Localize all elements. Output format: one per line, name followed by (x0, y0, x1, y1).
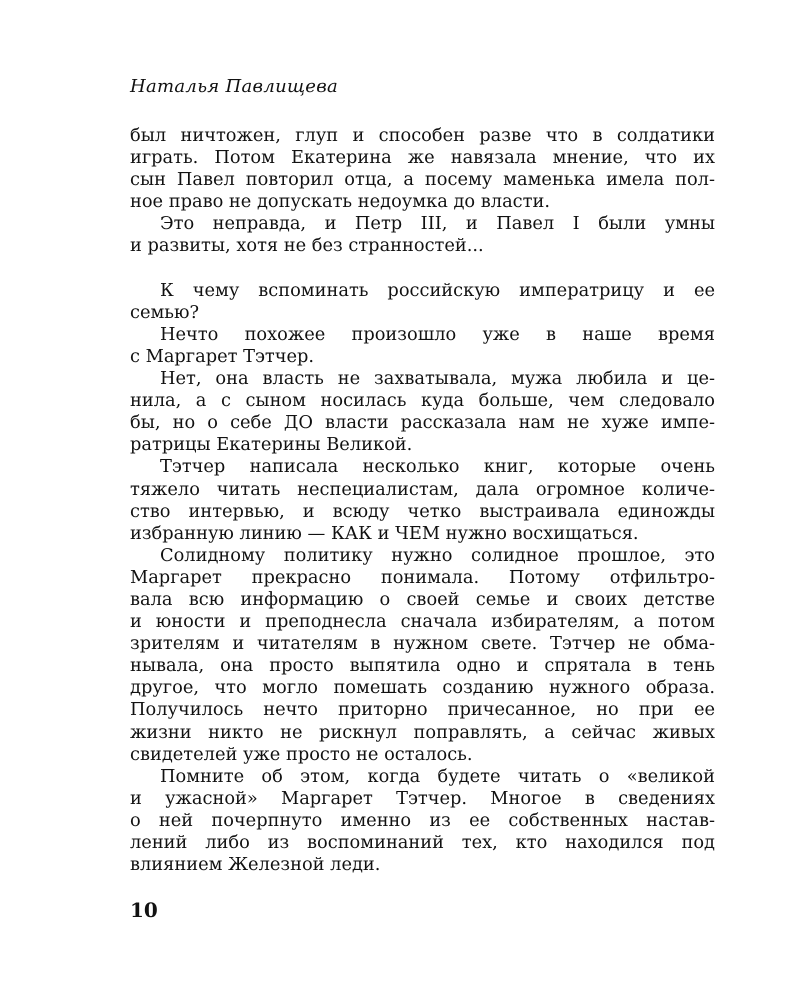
text-line: Нет, она власть не захватывала, мужа любила и це- (160, 368, 715, 390)
text-line: ство интервью, и всюду четко выстраивала единожды (130, 500, 715, 522)
paragraph-break (130, 258, 715, 280)
text-line: с Маргарет Тэтчер. (130, 345, 315, 367)
text-line: Тэтчер написала несколько книг, которые очень (160, 456, 715, 478)
text-line: тяжело читать неспециалистам, дала огромное количе- (130, 478, 715, 500)
page-number: 10 (130, 898, 158, 922)
text-line: другое, что могло помешать созданию нужного образа. (130, 677, 715, 699)
text-line: и юности и преподнесла сначала избирателям, а потом (130, 611, 715, 633)
text-line: и развиты, хотя не без странностей... (130, 235, 484, 257)
text-line: Помните об этом, когда будете читать о «великой (160, 765, 715, 787)
text-line: вала всю информацию о своей семье и своих детстве (130, 588, 715, 610)
text-line: свидетелей уже просто не осталось. (130, 743, 473, 765)
text-line: зрителям и читателям в нужном свете. Тэтчер не обма- (130, 633, 715, 655)
text-line: ное право не допускать недоумка до власти. (130, 191, 550, 213)
text-line: о ней почерпнуто именно из ее собственных настав- (130, 809, 715, 831)
text-line: Маргарет прекрасно понимала. Потому отфильтро- (130, 566, 715, 588)
text-line: сын Павел повторил отца, а посему маменька имела пол- (130, 169, 715, 191)
text-line: жизни никто не рискнул поправлять, а сейчас живых (130, 721, 715, 743)
body-text (130, 125, 715, 876)
running-title: Наталья Павлищева (130, 76, 339, 97)
text-line: семью? (130, 301, 200, 323)
text-line: ратрицы Екатерины Великой. (130, 434, 413, 456)
text-line: Нечто похожее произошло уже в наше время (160, 323, 715, 345)
text-line: нывала, она просто выпятила одно и спрятала в тень (130, 655, 715, 677)
text-line: бы, но о себе ДО власти рассказала нам не хуже импе- (130, 412, 715, 434)
text-line: и ужасной» Маргарет Тэтчер. Многое в сведениях (130, 787, 715, 809)
text-line: Получилось нечто приторно причесанное, но при ее (130, 699, 715, 721)
text-line: лений либо из воспоминаний тех, кто находился под (130, 832, 715, 853)
text-line: избранную линию — КАК и ЧЕМ нужно восхищаться. (130, 522, 639, 544)
text-line: нила, а с сыном носилась куда больше, чем следовало (130, 390, 715, 412)
text-line: влиянием Железной леди. (130, 854, 381, 876)
text-line: Солидному политику нужно солидное прошлое, это (160, 544, 715, 566)
text-line: Это неправда, и Петр III, и Павел I были умны (160, 213, 715, 235)
text-line: был ничтожен, глуп и способен разве что в солдатики (130, 125, 715, 146)
text-line: К чему вспоминать российскую императрицу и ее (160, 279, 715, 301)
text-line: играть. Потом Екатерина же навязала мнение, что их (130, 147, 715, 169)
